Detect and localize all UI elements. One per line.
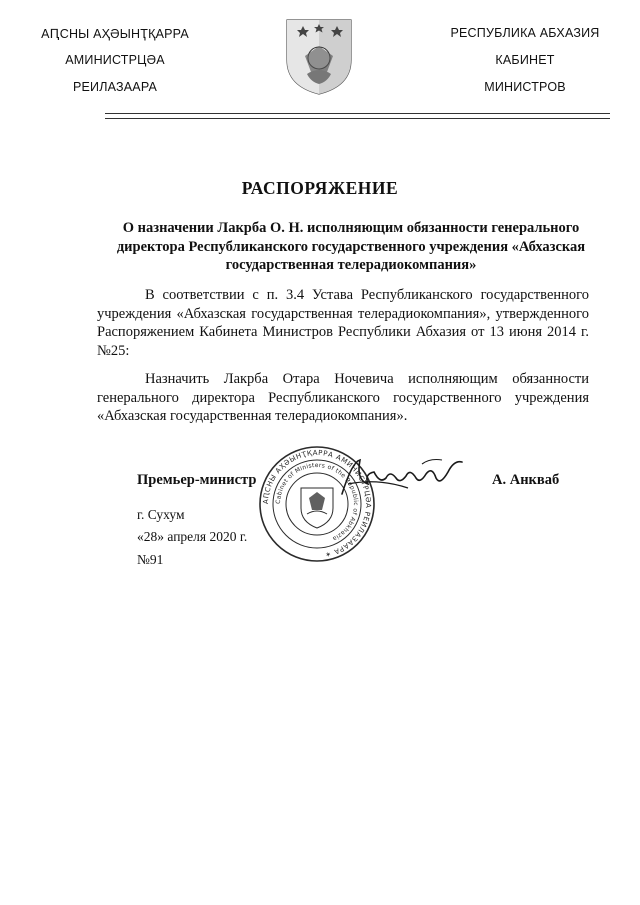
header-right-block bbox=[440, 26, 610, 107]
document-date: «28» апреля 2020 г. bbox=[137, 529, 248, 544]
paragraph-order: Назначить Лакрба Отара Ночевича исполняющим обязанности генерального директора Республиканского государственного учреждения «Абхазская государственная телерадиокомпания». bbox=[97, 371, 589, 424]
signatory-position: Премьер-министр bbox=[137, 472, 257, 488]
paragraph-basis: В соответствии с п. 3.4 Устава Республиканского государственного учреждения «Абхазская государственная телерадиокомпания», утвержденного Распоряжением Кабинета Министров Республики Абхазия от 13 июня 2014 г. №25: bbox=[97, 287, 589, 359]
header-right-line-2: КАБИНЕТ bbox=[495, 53, 555, 67]
handwritten-signature-icon bbox=[338, 454, 466, 506]
svg-text:Cabinet of Ministers of the Re: Cabinet of Ministers of the Republic of Abkhazia bbox=[274, 461, 360, 543]
document-title: РАСПОРЯЖЕНИЕ bbox=[241, 178, 399, 198]
header-left-line-2: АМИНИСТРЦӘА bbox=[65, 53, 165, 67]
header-right-line-3: МИНИСТРОВ bbox=[484, 80, 566, 94]
header-left-line-1: АԤСНЫ АҲӘЫНҬҚАРРА bbox=[41, 27, 189, 41]
header-right-line-1: РЕСПУБЛИКА АБХАЗИЯ bbox=[450, 26, 600, 40]
document-number: №91 bbox=[137, 552, 164, 567]
signatory-name: А. Анкваб bbox=[492, 472, 560, 488]
document-city: г. Сухум bbox=[137, 507, 185, 522]
header-left-line-3: РЕИЛАЗААРА bbox=[72, 80, 158, 94]
coat-of-arms-icon bbox=[283, 16, 355, 96]
header-divider-top bbox=[105, 113, 610, 114]
header-left-block bbox=[30, 26, 200, 107]
svg-text:АԤСНЫ АҲӘЫНҬҚАРРА АМИНИСТРЦӘА: АԤСНЫ АҲӘЫНҬҚАРРА АМИНИСТРЦӘА РЕИЛАЗААРА ✶ bbox=[261, 448, 373, 559]
document-subject: О назначении Лакрба О. Н. исполняющим обязанности генерального директора Республиканского государственного учреждения «Абхазская государственная телерадиокомпания» bbox=[116, 220, 586, 273]
header-divider-bottom bbox=[105, 118, 610, 119]
